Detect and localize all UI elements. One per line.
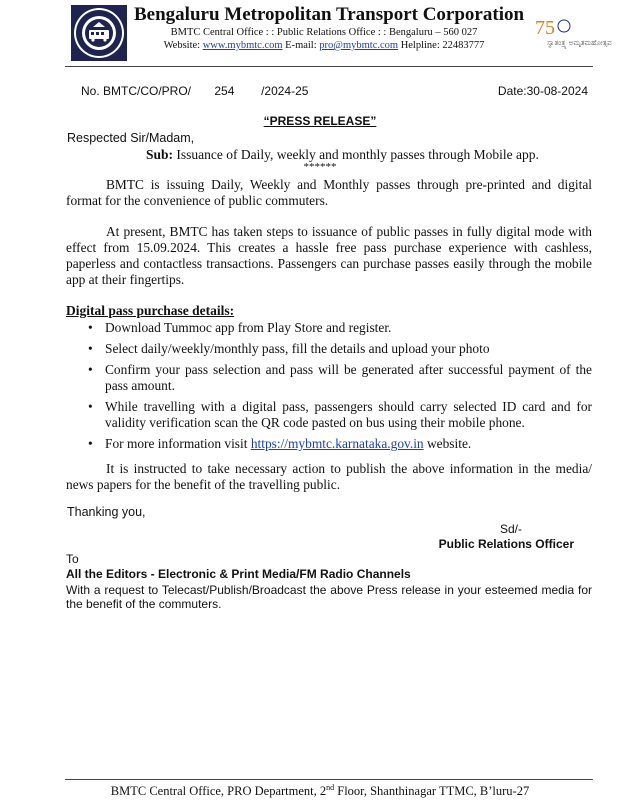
footer-divider [65, 779, 593, 780]
signature: Sd/- [500, 522, 523, 536]
email-link[interactable]: pro@mybmtc.com [319, 40, 399, 51]
section-heading: Digital pass purchase details: [66, 303, 235, 318]
reference-number: No. BMTC/CO/PRO/ 254 /2024-25 [81, 84, 309, 98]
footer-address: BMTC Central Office, PRO Department, 2nd Floor, Shanthinagar TTMC, B’luru-27 [110, 783, 530, 799]
list-item-info: • For more information visit https://mybmtc.karnataka.gov.in website. [88, 436, 592, 452]
bmtc-emblem-icon [71, 5, 127, 61]
list-item: • Select daily/weekly/monthly pass, fill the details and upload your photo [88, 341, 592, 357]
info-website-link[interactable]: https://mybmtc.karnataka.gov.in [250, 436, 424, 451]
closing-thanks: Thanking you, [67, 505, 146, 519]
logo-number: 75 [535, 17, 555, 39]
pass-steps-list [88, 320, 592, 457]
organization-name: Bengaluru Metropolitan Transport Corporation [134, 4, 525, 25]
page-title: “PRESS RELEASE” [263, 114, 377, 128]
list-item: • Confirm your pass selection and pass will be generated after successful payment of the pass amount. [88, 362, 592, 394]
contact-line [134, 40, 514, 51]
amrit-mahotsav-logo-icon [531, 14, 613, 56]
recipients: All the Editors - Electronic & Print Media/FM Radio Channels [66, 567, 411, 581]
subject-text: Issuance of Daily, weekly and monthly passes through Mobile app. [176, 147, 539, 162]
website-label: Website: [163, 40, 201, 51]
helpline: Helpline: 22483777 [400, 40, 485, 51]
subject-label: Sub: [146, 147, 174, 162]
paragraph-intro: BMTC is issuing Daily, Weekly and Monthly passes through pre-printed and digital format for the convenience of public commuters. [66, 177, 592, 208]
email-label: E-mail: [285, 40, 317, 51]
signatory-title: Public Relations Officer [438, 537, 574, 551]
paragraph-instruction: It is instructed to take necessary action to publish the above information in the media/ news papers for the benefit of the travelling public. [66, 461, 592, 492]
address-line: BMTC Central Office : : Public Relations Office : : Bengaluru – 560 027 [170, 27, 478, 38]
list-item: • Download Tummoc app from Play Store and register. [88, 320, 592, 336]
header-divider [65, 66, 593, 67]
website-link[interactable]: www.mybmtc.com [202, 40, 283, 51]
logo-text: ಸ್ವಾತಂತ್ರ್ಯ ಅಮೃತಮಹೋತ್ಸವ [547, 39, 612, 47]
document-date: Date:30-08-2024 [497, 84, 588, 98]
list-item: • While travelling with a digital pass, passengers should carry selected ID card and for validity verification scan the QR code pasted on bus using their mobile phone. [88, 399, 592, 431]
request-text: With a request to Telecast/Publish/Broadcast the above Press release in your esteemed media for the benefit of the commuters. [66, 583, 592, 611]
to-label: To [66, 552, 79, 566]
separator: ****** [303, 161, 337, 173]
salutation: Respected Sir/Madam, [67, 131, 195, 145]
paragraph-digital-mode: At present, BMTC has taken steps to issuance of public passes in fully digital mode with effect from 15.09.2024. This creates a hassle free pass purchase experience with cashless, paperless and contactless transactions. Passengers can purchase passes easily through the mobile app at their fingertips. [66, 224, 592, 287]
